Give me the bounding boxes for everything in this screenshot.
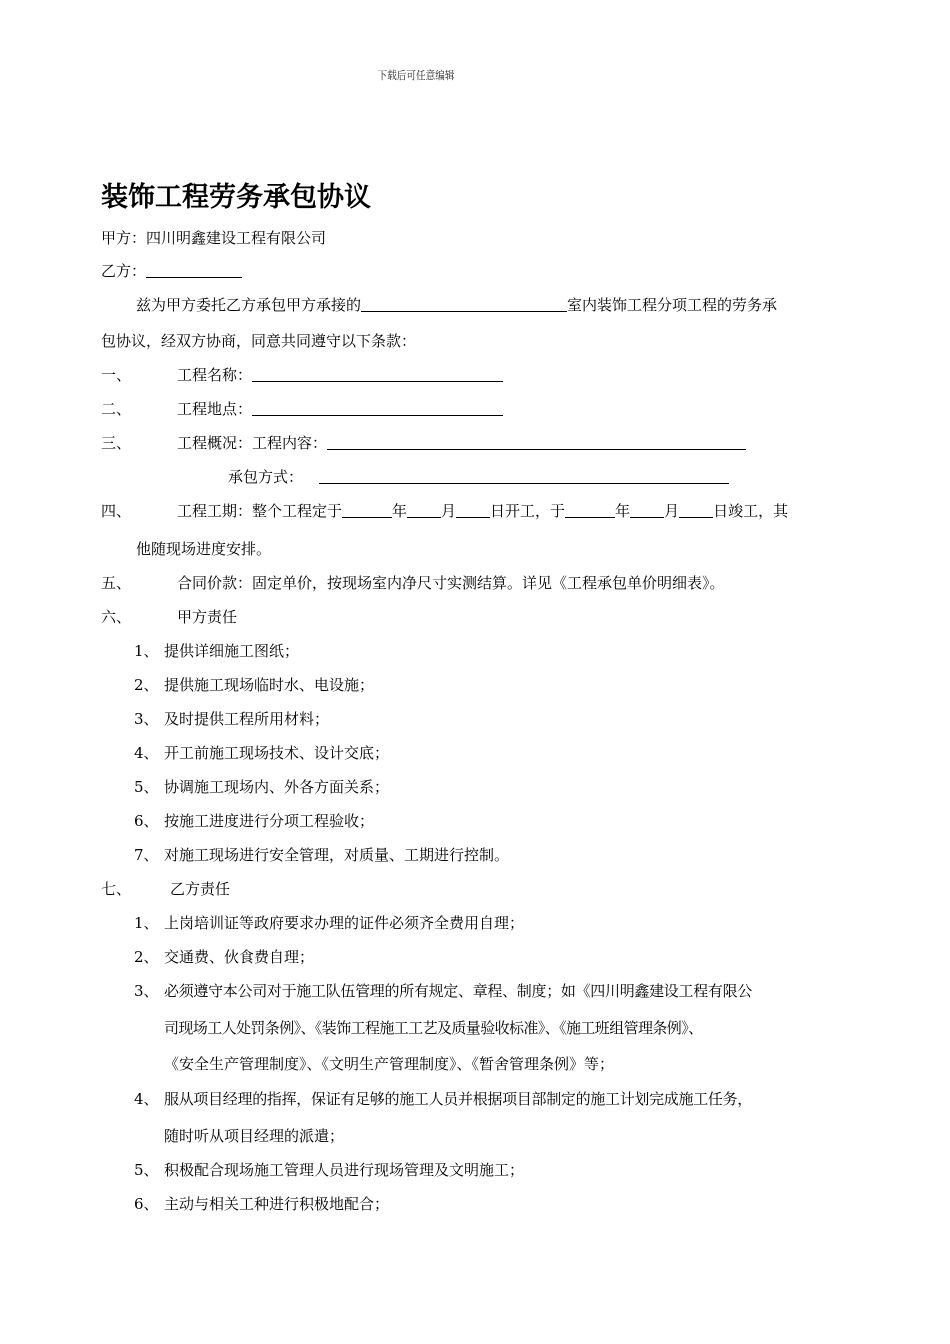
list-item-number: 2、 <box>134 948 159 966</box>
list-item: 协调施工现场内、外各方面关系； <box>164 778 390 796</box>
sec4-prefix: 工程工期：整个工程定于 <box>177 502 343 520</box>
sec7-heading: 乙方责任 <box>170 880 231 898</box>
intro-line-2: 包协议，经双方协商，同意共同遵守以下条款： <box>101 332 417 350</box>
sec2-num: 二、 <box>101 400 132 418</box>
intro-suffix: 室内装饰工程分项工程的劳务承 <box>567 296 778 314</box>
sec3-sub-row <box>228 468 729 486</box>
end-year-blank[interactable] <box>565 503 615 518</box>
list-item-continued: 《安全生产管理制度》、《文明生产管理制度》、《暂舍管理条例》等； <box>164 1055 615 1073</box>
list-item: 服从项目经理的指挥，保证有足够的施工人员并根据项目部制定的施工计划完成施工任务， <box>164 1090 753 1108</box>
year-label-2: 年 <box>615 502 631 520</box>
sec1-label: 工程名称： <box>177 366 253 384</box>
document-title: 装饰工程劳务承包协议 <box>101 182 371 213</box>
start-month-blank[interactable] <box>407 503 441 518</box>
list-item: 主动与相关工种进行积极地配合； <box>164 1195 390 1213</box>
sec5-text: 合同价款：固定单价，按现场室内净尺寸实测结算。详见《工程承包单价明细表》。 <box>177 574 725 592</box>
month-label-2: 月 <box>664 502 680 520</box>
sec1-num: 一、 <box>101 366 132 384</box>
list-item-number: 7、 <box>134 846 159 864</box>
party-b-label: 乙方： <box>101 262 147 280</box>
sec2-row <box>177 400 503 418</box>
end-month-blank[interactable] <box>630 503 664 518</box>
project-name-blank[interactable] <box>361 297 567 312</box>
end-day-blank[interactable] <box>679 503 713 518</box>
list-item: 及时提供工程所用材料； <box>164 710 330 728</box>
sec3-num: 三、 <box>101 434 132 452</box>
month-label: 月 <box>441 502 457 520</box>
sec4-num: 四、 <box>101 502 132 520</box>
start-text: 日开工，于 <box>490 502 566 520</box>
sec1-row <box>177 366 503 384</box>
list-item-number: 1、 <box>134 914 159 932</box>
party-b-blank[interactable] <box>146 263 242 278</box>
list-item-number: 3、 <box>134 710 159 728</box>
sec3-content-blank[interactable] <box>327 435 746 450</box>
list-item-continued: 随时听从项目经理的派遣； <box>164 1127 345 1145</box>
list-item-number: 4、 <box>134 744 159 762</box>
sec6-heading: 甲方责任 <box>177 608 238 626</box>
list-item-number: 5、 <box>134 1161 159 1179</box>
list-item: 按施工进度进行分项工程验收； <box>164 812 375 830</box>
list-item: 提供施工现场临时水、电设施； <box>164 676 375 694</box>
list-item-number: 3、 <box>134 982 159 1000</box>
sec3-contract-blank[interactable] <box>319 469 729 484</box>
sec3-label: 工程概况：工程内容： <box>177 434 328 452</box>
list-item-number: 6、 <box>134 1195 159 1213</box>
start-year-blank[interactable] <box>342 503 392 518</box>
list-item: 交通费、伙食费自理； <box>164 948 315 966</box>
party-a: 甲方：四川明鑫建设工程有限公司 <box>101 229 327 247</box>
sec5-num: 五、 <box>101 574 132 592</box>
sec2-blank[interactable] <box>252 401 503 416</box>
list-item-number: 5、 <box>134 778 159 796</box>
list-item: 必须遵守本公司对于施工队伍管理的所有规定、章程、制度；如《四川明鑫建设工程有限公 <box>164 982 753 1000</box>
list-item-number: 4、 <box>134 1090 159 1108</box>
list-item: 对施工现场进行安全管理，对质量、工期进行控制。 <box>164 846 510 864</box>
start-day-blank[interactable] <box>456 503 490 518</box>
intro-line-1 <box>136 296 777 314</box>
list-item: 提供详细施工图纸； <box>164 642 300 660</box>
list-item-number: 2、 <box>134 676 159 694</box>
list-item: 积极配合现场施工管理人员进行现场管理及文明施工； <box>164 1161 525 1179</box>
party-b <box>101 262 242 280</box>
list-item: 开工前施工现场技术、设计交底； <box>164 744 390 762</box>
sec4-line2: 他随现场进度安排。 <box>136 540 272 558</box>
list-item: 上岗培训证等政府要求办理的证件必须齐全费用自理； <box>164 914 525 932</box>
page-header: 下载后可任意编辑 <box>377 69 455 82</box>
list-item-number: 6、 <box>134 812 159 830</box>
intro-prefix: 兹为甲方委托乙方承包甲方承接的 <box>136 296 362 314</box>
list-item-number: 1、 <box>134 642 159 660</box>
sec1-blank[interactable] <box>252 367 503 382</box>
sec4-row <box>177 502 788 520</box>
year-label: 年 <box>392 502 408 520</box>
list-item-continued: 司现场工人处罚条例》、《装饰工程施工工艺及质量验收标准》、《施工班组管理条例》、 <box>164 1019 703 1037</box>
sec3-row <box>177 434 746 452</box>
sec6-num: 六、 <box>101 608 132 626</box>
sec3-sub-label: 承包方式： <box>228 468 304 486</box>
end-text: 日竣工，其 <box>713 502 789 520</box>
sec7-num: 七、 <box>101 880 132 898</box>
sec2-label: 工程地点： <box>177 400 253 418</box>
